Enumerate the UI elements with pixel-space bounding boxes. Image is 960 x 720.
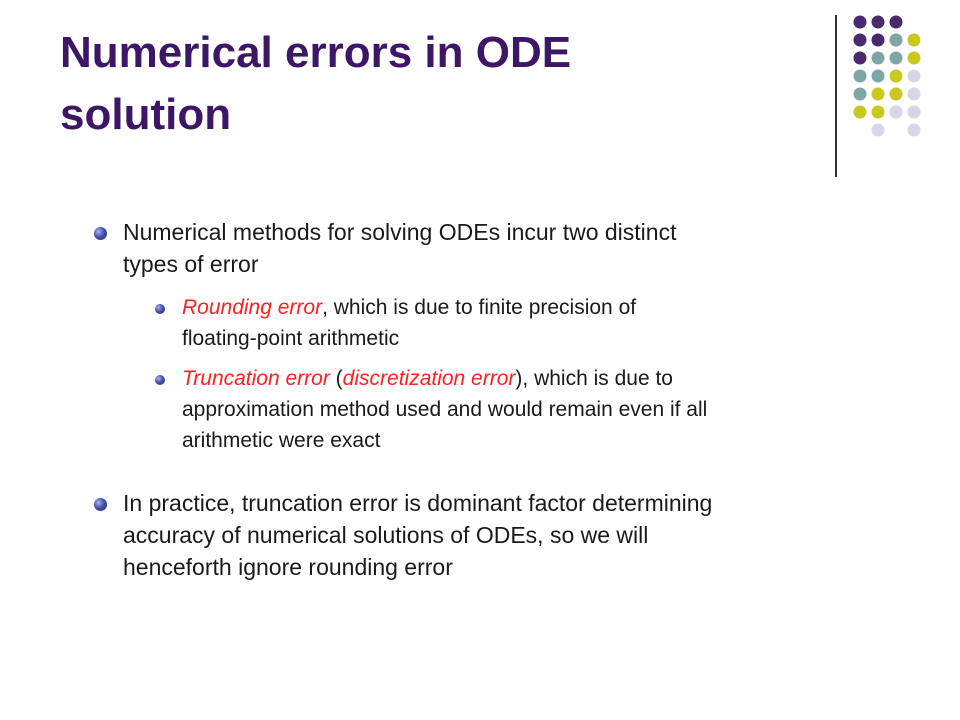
sub-bullet-marker-icon [155, 375, 165, 385]
sub-bullet-1-line-1: , which is due to finite precision of [322, 296, 637, 319]
bullet-item-2 [123, 487, 883, 583]
bullet-item-1 [123, 216, 883, 280]
sub-bullet-truncation-error [182, 363, 882, 456]
paren-open: ( [329, 367, 343, 390]
sub-bullet-2-line-1: ), which is due to [515, 367, 673, 390]
term-discretization-error: discretization error [342, 367, 516, 390]
sub-bullet-rounding-error [182, 292, 882, 354]
bullet-2-line-2: accuracy of numerical solutions of ODEs, so we will [123, 522, 649, 548]
title-line-1: Numerical errors in ODE [60, 28, 572, 77]
bullet-2-line-1: In practice, truncation error is dominant factor determining [123, 490, 713, 516]
sub-bullet-marker-icon [155, 304, 165, 314]
sub-bullet-2-line-2: approximation method used and would remain even if all [182, 398, 708, 421]
bullet-1-line-1: Numerical methods for solving ODEs incur two distinct [123, 219, 677, 245]
sub-bullet-1-line-2: floating-point arithmetic [182, 327, 400, 350]
bullet-1-line-2: types of error [123, 251, 259, 277]
bullet-marker-icon [94, 498, 107, 511]
title-line-2: solution [60, 90, 232, 139]
bullet-marker-icon [94, 227, 107, 240]
term-rounding-error: Rounding error [182, 296, 323, 319]
bullet-2-line-3: henceforth ignore rounding error [123, 554, 453, 580]
sub-bullet-2-line-3: arithmetic were exact [182, 429, 381, 452]
term-truncation-error: Truncation error [182, 367, 330, 390]
